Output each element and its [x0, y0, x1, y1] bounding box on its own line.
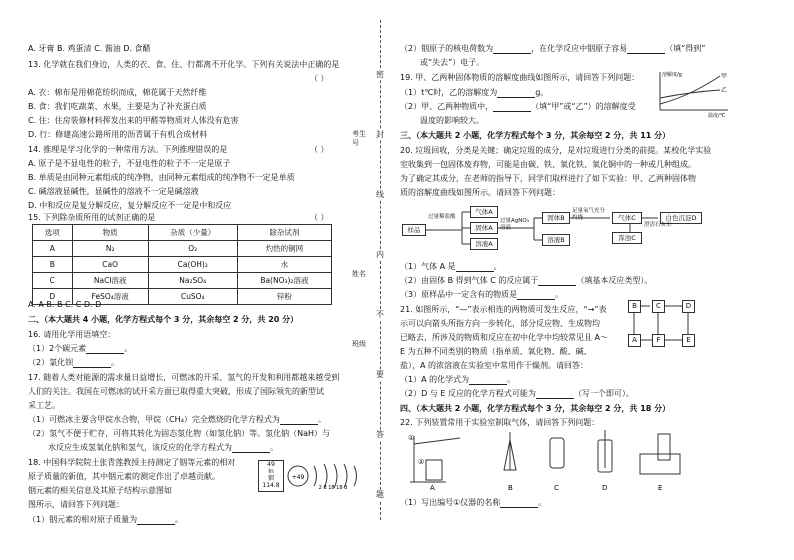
- apparatus-b: [504, 432, 516, 470]
- q21-line5: 盐），A 的浓溶液在实验室中常用作干燥剂。请回答：: [400, 361, 589, 370]
- curve-yi: [660, 90, 720, 98]
- q14-option-a: A. 原子是不显电性的粒子，不显电性的粒子不一定是原子: [28, 159, 231, 168]
- q17-part2-line2: 水反应生成氢氧化钠和氢气，该反应的化学方程式为 。: [48, 443, 278, 452]
- mark-1: ①: [408, 434, 415, 442]
- q13-answer-paren[interactable]: （ ）: [310, 74, 329, 83]
- flowchart: [400, 200, 756, 252]
- atomic-number: 49: [267, 461, 275, 468]
- q20-part2-label: （2）由固体 B 得到气体 C 的反应属于: [400, 276, 539, 285]
- q18-part2-mid: ，在化学反应中铟原子容易: [531, 44, 628, 53]
- answer-blank[interactable]: [456, 262, 494, 272]
- q18-line3: 铟元素的相关信息及其原子结构示意图如: [28, 486, 172, 495]
- element-card: [258, 460, 284, 492]
- flow-gas-c: 气体C: [612, 212, 642, 224]
- q12-options: A. 牙膏 B. 鸡蛋清 C. 酱油 D. 食醋: [28, 44, 151, 53]
- flow-gas-a: 气体A: [470, 206, 498, 218]
- x-axis-label: 温度/℃: [708, 113, 726, 119]
- answer-blank[interactable]: [493, 44, 531, 54]
- q19-part1: [400, 88, 548, 98]
- label-a: A: [430, 484, 435, 492]
- table-cell: O₂: [148, 241, 237, 257]
- curve-yi-label: 乙: [721, 87, 728, 94]
- section-4-heading: 四、（本大题共 2 小题，化学方程式每个 3 分，其余每空 2 分，共 18 分）: [400, 404, 671, 413]
- nucleus-charge: +49: [291, 474, 305, 481]
- table-cell: CaO: [72, 257, 148, 273]
- flow-step1-label: 过量稀盐酸: [428, 214, 456, 220]
- q17-line3: 采工艺。: [28, 401, 60, 410]
- atomic-structure-diagram: [286, 462, 366, 490]
- seal-char: 线: [376, 190, 384, 199]
- q14-option-c: C. 碱溶液显碱性，显碱性的溶液不一定是碱溶液: [28, 187, 199, 196]
- table-cell: NaCl溶液: [72, 273, 148, 289]
- table-cell: FeSO₄溶液: [72, 289, 148, 305]
- exam-number-text: 考生号: [352, 130, 366, 147]
- answer-blank[interactable]: [280, 415, 318, 425]
- atomic-mass: 114.8: [262, 482, 280, 489]
- answer-blank[interactable]: [469, 375, 507, 385]
- q13-option-d: D. 行：修建高速公路所用的沥青属于有机合成材料: [28, 130, 208, 139]
- q19-stem: 19. 甲、乙两种固体物质的溶解度曲线如图所示，请回答下列问题：: [400, 73, 640, 82]
- q22-part1: （1）写出编号①仪器的名称 。: [400, 498, 547, 507]
- q21-part2-label: （2）D 与 E 反应的化学方程式可能为: [400, 389, 536, 398]
- q21-part2: [400, 389, 634, 399]
- section-3-heading: 三、（本大题共 2 小题，化学方程式每个 3 分，其余每空 2 分，共 11 分）: [400, 131, 671, 140]
- table-cell: C: [33, 273, 73, 289]
- seal-char: 答: [376, 430, 384, 439]
- q19-part1-unit: g。: [535, 88, 549, 97]
- test-tube: [414, 438, 460, 444]
- q18-line2: 原子质量的新值，其中铟元素的测定作出了卓越贡献。: [28, 472, 220, 481]
- flow-step2-label: 过量AgNO₃溶液: [500, 218, 529, 231]
- q20-part1-label: （1）气体 A 是: [400, 262, 456, 271]
- flow-solution-b: 溶液B: [542, 234, 570, 246]
- flow-solid-a: 固体A: [470, 222, 498, 234]
- binding-gutter: [372, 20, 388, 520]
- flow-sample: 样品: [402, 224, 426, 236]
- node-e: E: [682, 334, 695, 347]
- answer-blank[interactable]: [627, 44, 665, 54]
- q20-part3-label: （3）原样品中一定含有的物质是: [400, 290, 518, 299]
- q21-line3: 已略去，所涉及的物质和反应在初中化学中均较常见且 A～: [400, 333, 609, 342]
- q18-line1: 18. 中国科学院院士张青莲教授主持测定了铟等元素的相对: [28, 458, 236, 467]
- q16-part1: （1）2个碳元素 。: [28, 344, 133, 353]
- q15-stem: 15. 下列除杂质所用的试剂正确的是: [28, 213, 156, 222]
- answer-blank[interactable]: [493, 102, 531, 112]
- inverted-bottle: [658, 434, 670, 460]
- table-row: [33, 241, 332, 257]
- q20-part3: （3）原样品中一定含有的物质是 。: [400, 290, 564, 299]
- flow-limewater-label: 澄清石灰水: [644, 222, 672, 228]
- q20-line3: 为了确定其成分，在老师的指导下，同学们取样进行了如下实验：甲、乙两种固体物: [400, 174, 696, 183]
- exam-number-label: [352, 130, 366, 148]
- name-text: 姓名: [352, 270, 366, 278]
- q17-part2-line1: （2）氢气不便于贮存，可将其转化为固态氢化物（如氢化钠）等。氢化钠（NaH）与: [28, 429, 330, 438]
- answer-blank[interactable]: [86, 344, 124, 354]
- q16-stem: 16. 请用化学用语填空：: [28, 330, 116, 339]
- mark-2: ②: [418, 458, 425, 466]
- seal-char: 要: [376, 370, 384, 379]
- class-text: 班级: [352, 340, 366, 348]
- q21-part1-label: （1）A 的化学式为: [400, 375, 470, 384]
- q17-line1: 17. 随着人类对能源的需求量日益增长，可燃冰的开采、氢气的开发和利用都越来越受到: [28, 373, 340, 382]
- answer-blank[interactable]: [538, 276, 576, 286]
- seal-char: 密: [376, 70, 384, 79]
- table-header-cell: 杂质（少量）: [148, 225, 237, 241]
- q17-part2-label: 水反应生成氢氧化钠和氢气，该反应的化学方程式为: [48, 443, 232, 452]
- curve-jia-label: 甲: [721, 73, 728, 80]
- q13-option-c: C. 住：住房装修材料挥发出来的甲醛等物质对人体没有危害: [28, 116, 239, 125]
- answer-blank[interactable]: [517, 290, 555, 300]
- answer-blank[interactable]: [73, 358, 111, 368]
- q19-part2-hint: （填“甲”或“乙”）的溶解度受: [531, 102, 636, 111]
- table-header-row: [33, 225, 332, 241]
- apparatus-e: [640, 434, 680, 474]
- table-cell: Na₂SO₄: [148, 273, 237, 289]
- flow-solution-a: 溶液A: [470, 238, 498, 250]
- q21-line2: 示可以向箭头所指方向一步转化，部分反应物、生成物均: [400, 319, 600, 328]
- table-cell: 锌粉: [237, 289, 331, 305]
- answer-blank[interactable]: [232, 443, 270, 453]
- table-cell: Ba(NO₃)₂溶液: [237, 273, 331, 289]
- seal-char: 不: [376, 310, 384, 319]
- q18-part1-label: （1）铟元素的相对原子质量为: [28, 515, 138, 524]
- answer-blank[interactable]: [497, 88, 535, 98]
- seal-char: 题: [376, 490, 384, 499]
- label-d: D: [602, 484, 608, 492]
- flow-solid-b: 固体B: [542, 212, 570, 224]
- q21-part1: （1）A 的化学式为 。: [400, 375, 516, 384]
- node-b: B: [628, 300, 641, 313]
- q19-part2: [400, 102, 636, 112]
- table-row: [33, 257, 332, 273]
- q17-part1: （1）可燃冰主要含甲烷水合物，甲烷（CH₄）完全燃烧的化学方程式为 。: [28, 415, 326, 424]
- substance-network: [628, 300, 728, 346]
- q20-line2: 室收集到一包固体废弃物，可能是由碳、铁、氧化铁、氧化铜中的一种或几种组成。: [400, 160, 696, 169]
- table-cell: D: [33, 289, 73, 305]
- q20-line1: 20. 垃圾回收，分类是关键；确定垃圾的成分，是对垃圾进行分类的前提。某校化学实验: [400, 146, 712, 155]
- burner: [426, 460, 442, 480]
- q14-option-d: D. 中和反应是复分解反应，复分解反应不一定是中和反应: [28, 201, 232, 210]
- electron-shell: [314, 466, 317, 486]
- node-d: D: [682, 300, 695, 313]
- node-f: F: [652, 334, 665, 347]
- q20-part2-hint: （填基本反应类型）。: [576, 276, 653, 285]
- flow-turbid-c: 浑浊C: [612, 232, 642, 244]
- seal-char: 封: [376, 130, 384, 139]
- solubility-curve-diagram: [650, 68, 734, 118]
- q18-part2-line1: [400, 44, 705, 54]
- table-cell: Ca(OH)₂: [148, 257, 237, 273]
- q19-part1-label: （1）t℃时，乙的溶解度为: [400, 88, 498, 97]
- table-cell: B: [33, 257, 73, 273]
- element-name: 铟: [267, 475, 274, 482]
- answer-blank[interactable]: [500, 498, 538, 508]
- apparatus-d: [598, 430, 612, 472]
- seal-char: 内: [376, 250, 384, 259]
- y-axis-label: 溶解度/g: [662, 72, 682, 78]
- q14-answer-paren[interactable]: （ ）: [310, 145, 329, 154]
- answer-blank[interactable]: [536, 389, 574, 399]
- q18-part2-line2: 或“失去”）电子。: [420, 58, 485, 67]
- curve-jia: [660, 76, 720, 104]
- lab-apparatus: [410, 430, 710, 492]
- q16-part2: （2）氯化钡 。: [28, 358, 120, 367]
- collection-bottle: [550, 438, 564, 468]
- q15-answer-paren[interactable]: （ ）: [310, 213, 329, 222]
- q18-part2-hint: （填“得到”: [665, 44, 706, 53]
- table-header-cell: 除杂试剂: [237, 225, 331, 241]
- apparatus-a: [408, 434, 460, 482]
- table-cell: 水: [237, 257, 331, 273]
- q17-part1-label: （1）可燃冰主要含甲烷水合物，甲烷（CH₄）完全燃烧的化学方程式为: [28, 415, 280, 424]
- reagent-table: [32, 224, 332, 305]
- table-header-cell: 选项: [33, 225, 73, 241]
- table-cell: A: [33, 241, 73, 257]
- table-cell: 灼热的铜网: [237, 241, 331, 257]
- table-cell: CuSO₄: [148, 289, 237, 305]
- q13-option-a: A. 衣：棉布是用棉花纺织而成，棉花属于天然纤维: [28, 88, 207, 97]
- q20-part2: [400, 276, 652, 286]
- q21-line1: 21. 如图所示，“—”表示相连的两物质可发生反应，“→”表: [400, 305, 607, 314]
- label-b: B: [508, 484, 513, 492]
- q20-line4: 质的溶解度曲线如图所示。请回答下列问题：: [400, 188, 560, 197]
- q13-stem: 13. 化学就在我们身边，人类的衣、食、住、行都离不开化学。下列有关说法中正确的是: [28, 60, 340, 69]
- section-2-heading: 二、（本大题共 4 小题，化学方程式每个 3 分，其余每空 2 分，共 20 分）: [28, 315, 299, 324]
- label-e: E: [658, 484, 663, 492]
- q16-part2-label: （2）氯化钡: [28, 358, 74, 367]
- q16-part1-label: （1）2个碳元素: [28, 344, 87, 353]
- q13-option-b: B. 食：我们吃蔬菜、水果，主要是为了补充蛋白质: [28, 102, 207, 111]
- apparatus-c: [550, 438, 564, 468]
- q17-line2: 人们的关注。我国在可燃冰的试开采方面已取得重大突破，形成了国际领先的新型试: [28, 387, 324, 396]
- q18-part1: （1）铟元素的相对原子质量为 。: [28, 515, 184, 524]
- water-trough: [640, 454, 680, 474]
- flow-white-precipitate: 白色沉淀D: [660, 212, 702, 224]
- node-c: C: [652, 300, 665, 313]
- q19-part2-label: （2）甲、乙两种物质中，: [400, 102, 494, 111]
- q15-options: A. A B. B C. C D. D: [28, 300, 102, 309]
- q19-part2-line2: 温度的影响较大。: [420, 116, 484, 125]
- q14-stem: 14. 推理是学习化学的一种常用方法。下列推理错误的是: [28, 145, 228, 154]
- table-row: [33, 273, 332, 289]
- q22-stem: 22. 下列装置常用于实验室制取气体，请回答下列问题：: [400, 418, 600, 427]
- name-label: [352, 270, 366, 279]
- q21-line4: E 为五种不同类别的物质（指单质、氧化物、酸、碱、: [400, 347, 592, 356]
- q18-part2-label: （2）铟原子的核电荷数为: [400, 44, 494, 53]
- q21-part2-hint: （写一个即可）。: [573, 389, 634, 398]
- answer-blank[interactable]: [137, 515, 175, 525]
- table-header-cell: 物质: [72, 225, 148, 241]
- q18-line4: 图所示，请回答下列问题：: [28, 500, 124, 509]
- electron-shell: [354, 466, 357, 486]
- element-symbol: In: [268, 468, 274, 475]
- network-lines: [628, 300, 728, 346]
- q14-option-b: B. 单质是由同种元素组成的纯净物，由同种元素组成的纯净物不一定是单质: [28, 173, 295, 182]
- table-cell: N₂: [72, 241, 148, 257]
- node-a: A: [628, 334, 641, 347]
- electron-counts: 2 8 18 18 3: [318, 485, 348, 491]
- flow-step3-label: 足量氧气充分灼烧: [572, 208, 606, 221]
- q20-part1: （1）气体 A 是 。: [400, 262, 502, 271]
- class-label: [352, 340, 366, 349]
- dashed-seal-line: [380, 20, 381, 520]
- label-c: C: [554, 484, 559, 492]
- q22-part1-label: （1）写出编号①仪器的名称: [400, 498, 501, 507]
